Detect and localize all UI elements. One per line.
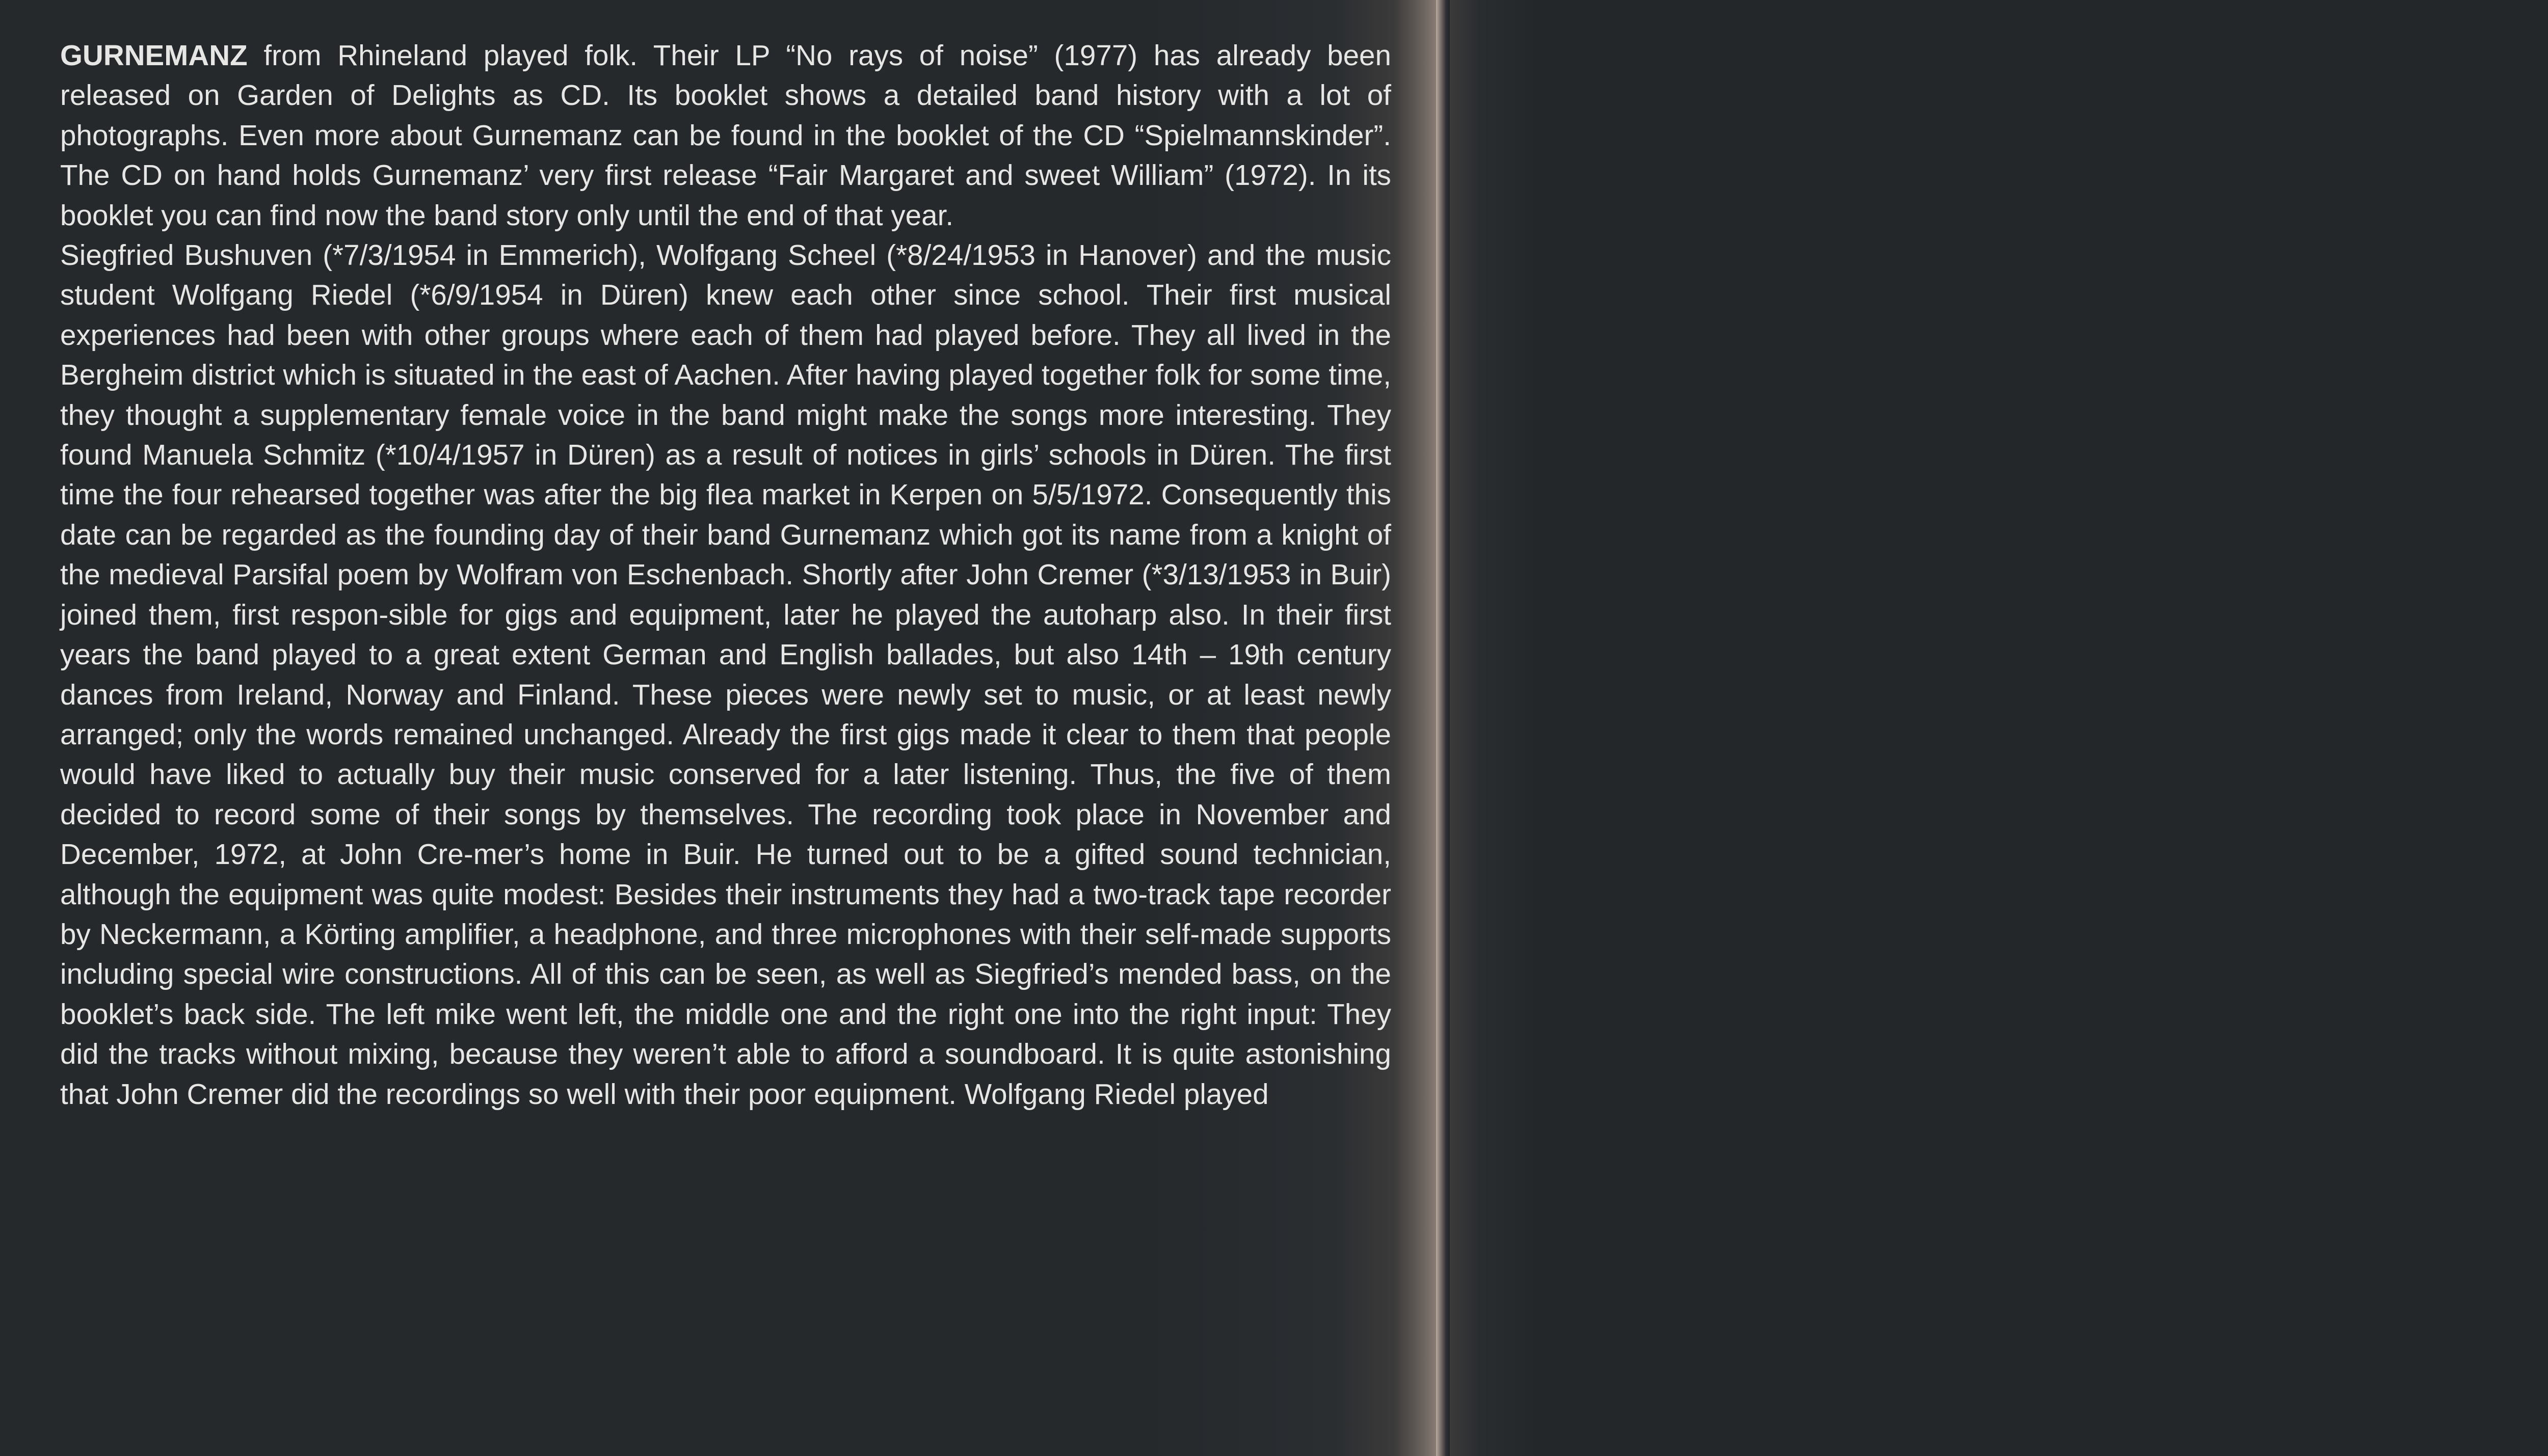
band-name: GURNEMANZ: [60, 39, 248, 71]
left-paragraph-history: Siegfried Bushuven (*7/3/1954 in Emmerich), Wolfgang Scheel (*8/24/1953 in Hanover) and the music student Wolfgang Riedel (*6/9/1954 in Düren) knew each other since school. Their first musical experiences had been with other groups where each of them had played before. They all lived in the Bergheim district which is situated in the east of Aachen. After having played together folk for some time, they thought a supplementary female voice in the band might make the songs more interesting. They found Manuela Schmitz (*10/4/1957 in Düren) as a result of notices in girls’ schools in Düren. The first time the four rehearsed together was after the big flea market in Kerpen on 5/5/1972. Consequently this date can be regarded as the founding day of their band Gurnemanz which got its name from a knight of the medieval Parsifal poem by Wolfram von Eschenbach. Shortly after John Cremer (*3/13/1953 in Buir) joined them, first respon-sible for gigs and equipment, later he played the autoharp also. In their first years the band played to a great extent German and English ballades, but also 14th – 19th century dances from Ireland, Norway and Finland. These pieces were newly set to music, or at least newly arranged; only the words remained unchanged. Already the first gigs made it clear to them that people would have liked to actually buy their music conserved for a later listening. Thus, the five of them decided to record some of their songs by themselves. The recording took place in November and December, 1972, at John Cre-mer’s home in Buir. He turned out to be a gifted sound technician, although the equipment was quite modest: Besides their instruments they had a two-track tape recorder by Neckermann, a Körting amplifier, a headphone, and three microphones with their self-made supports including special wire constructions. All of this can be seen, as well as Siegfried’s mended bass, on the booklet’s back side. The left mike went left, the middle one and the right one into the right input: They did the tracks without mixing, because they weren’t able to afford a soundboard. It is quite astonishing that John Cremer did the recordings so well with their poor equipment. Wolfgang Riedel played: [60, 239, 1391, 1110]
right-page: [1450, 0, 2548, 1456]
left-page-text: [60, 36, 1391, 1114]
left-paragraph-intro-text: from Rhineland played folk. Their LP “No rays of noise” (1977) has already been released on Garden of Delights as CD. Its booklet shows a detailed band history with a lot of photographs. Even more about Gurnemanz can be found in the booklet of the CD “Spielmannskinder”. The CD on hand holds Gurnemanz’ very first release “Fair Margaret and sweet William” (1972). In its booklet you can find now the band story only until the end of that year.: [60, 39, 1391, 231]
left-paragraph-intro: [60, 36, 1391, 235]
booklet-gutter: [1436, 0, 1451, 1456]
